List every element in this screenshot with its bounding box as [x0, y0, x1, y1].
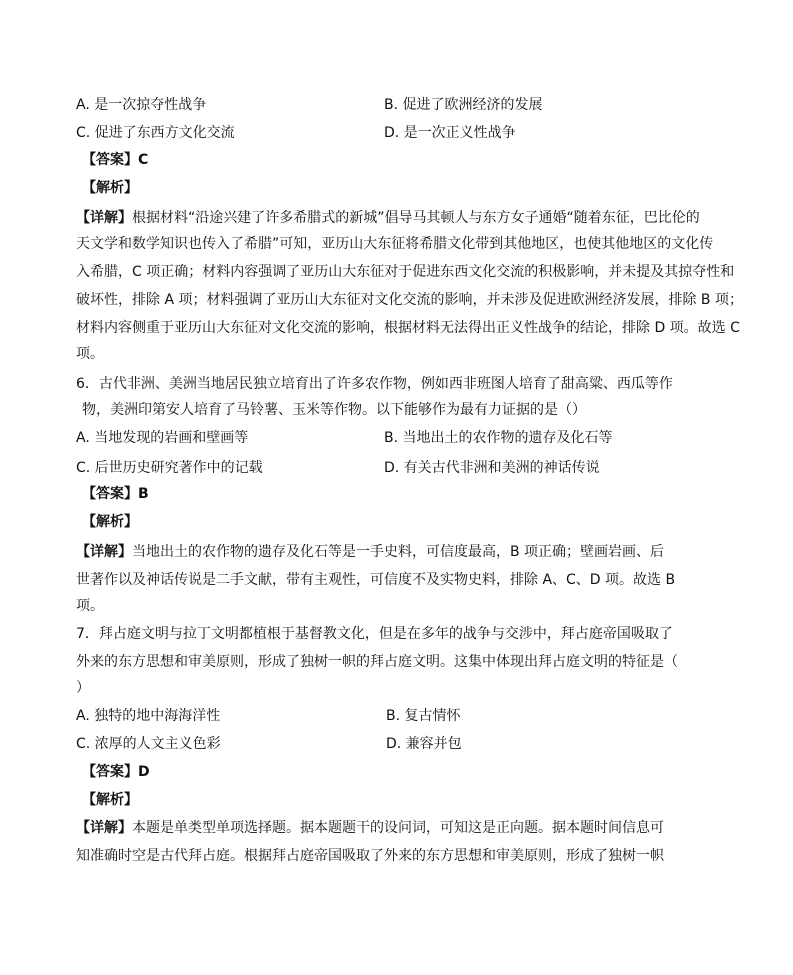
q6-option-b[interactable]: B. 当地出土的农作物的遗存及化石等: [384, 430, 613, 446]
q7-option-d[interactable]: D. 兼容并包: [386, 736, 462, 752]
q6-detail-line-3: 项。: [76, 598, 104, 614]
q6-stem-line-1: 6．古代非洲、美洲当地居民独立培育出了许多农作物，例如西非班图人培育了甜高粱、西瓜等作: [76, 376, 673, 392]
q5-option-b[interactable]: B. 促进了欧洲经济的发展: [384, 97, 543, 113]
answer-label: 【答案】: [82, 152, 138, 168]
q5-detail-line-4: 破坏性，排除 A 项；材料强调了亚历山大东征对文化交流的影响，并未涉及促进欧洲经济发展，排除 B 项；: [76, 292, 743, 308]
q6-option-d[interactable]: D. 有关古代非洲和美洲的神话传说: [384, 460, 600, 476]
q5-detail-line-6: 项。: [76, 346, 104, 362]
analysis-label: 【解析】: [82, 514, 138, 530]
q5-detail-line-3: 入希腊，C 项正确；材料内容强调了亚历山大东征对于促进东西文化交流的积极影响，并未提及其掠夺性和: [76, 264, 735, 280]
q5-option-d[interactable]: D. 是一次正义性战争: [384, 125, 516, 141]
q7-answer-row: [82, 762, 150, 782]
q7-stem-line-3: ）: [76, 680, 90, 696]
q5-option-a[interactable]: A. 是一次掠夺性战争: [76, 97, 207, 113]
detail-label: 【详解】: [76, 544, 132, 560]
q6-stem-line-2: 物，美洲印第安人培育了马铃薯、玉米等作物。以下能够作为最有力证据的是（）: [82, 402, 586, 418]
q7-option-c[interactable]: C. 浓厚的人文主义色彩: [76, 736, 221, 752]
detail-label: 【详解】: [76, 210, 132, 226]
q5-detail-line-2: 天文学和数学知识也传入了希腊”可知，亚历山大东征将希腊文化带到其他地区，也使其他地区的文化传: [76, 236, 714, 252]
answer-value: C: [138, 152, 149, 168]
q6-option-a[interactable]: A. 当地发现的岩画和壁画等: [76, 430, 249, 446]
q7-detail-line-2: 知准确时空是古代拜占庭。根据拜占庭帝国吸取了外来的东方思想和审美原则，形成了独树一帜: [76, 848, 664, 864]
analysis-label: 【解析】: [82, 180, 138, 196]
answer-label: 【答案】: [82, 486, 138, 502]
answer-value: D: [138, 764, 150, 780]
q5-answer-row: [82, 150, 148, 170]
q7-stem-line-2: 外来的东方思想和审美原则，形成了独树一帜的拜占庭文明。这集中体现出拜占庭文明的特征是（: [76, 654, 678, 670]
q7-stem-line-1: 7．拜占庭文明与拉丁文明都植根于基督教文化，但是在多年的战争与交涉中，拜占庭帝国吸取了: [76, 626, 673, 642]
q6-detail-line-1: 【详解】当地出土的农作物的遗存及化石等是一手史料，可信度最高，B 项正确；壁画岩画、后: [76, 544, 665, 560]
q7-detail-line-1: 【详解】本题是单类型单项选择题。据本题题干的设问词，可知这是正向题。据本题时间信息可: [76, 820, 664, 836]
q6-option-c[interactable]: C. 后世历史研究著作中的记载: [76, 460, 263, 476]
detail-label: 【详解】: [76, 820, 132, 836]
q5-detail-line-1: 【详解】根据材料“沿途兴建了许多希腊式的新城”倡导马其顿人与东方女子通婚“随着东征，巴比伦的: [76, 210, 700, 226]
q7-option-a[interactable]: A. 独特的地中海海洋性: [76, 708, 221, 724]
q5-option-c[interactable]: C. 促进了东西方文化交流: [76, 125, 235, 141]
answer-value: B: [138, 486, 149, 502]
q6-detail-line-2: 世著作以及神话传说是二手文献，带有主观性，可信度不及实物史料，排除 A、C、D 项。故选 B: [76, 572, 676, 588]
q5-detail-line-5: 材料内容侧重于亚历山大东征对文化交流的影响，根据材料无法得出正义性战争的结论，排除 D 项。故选 C: [76, 320, 740, 336]
answer-label: 【答案】: [82, 764, 138, 780]
q7-option-b[interactable]: B. 复古情怀: [386, 708, 461, 724]
q6-answer-row: [82, 484, 149, 504]
analysis-label: 【解析】: [82, 792, 138, 808]
